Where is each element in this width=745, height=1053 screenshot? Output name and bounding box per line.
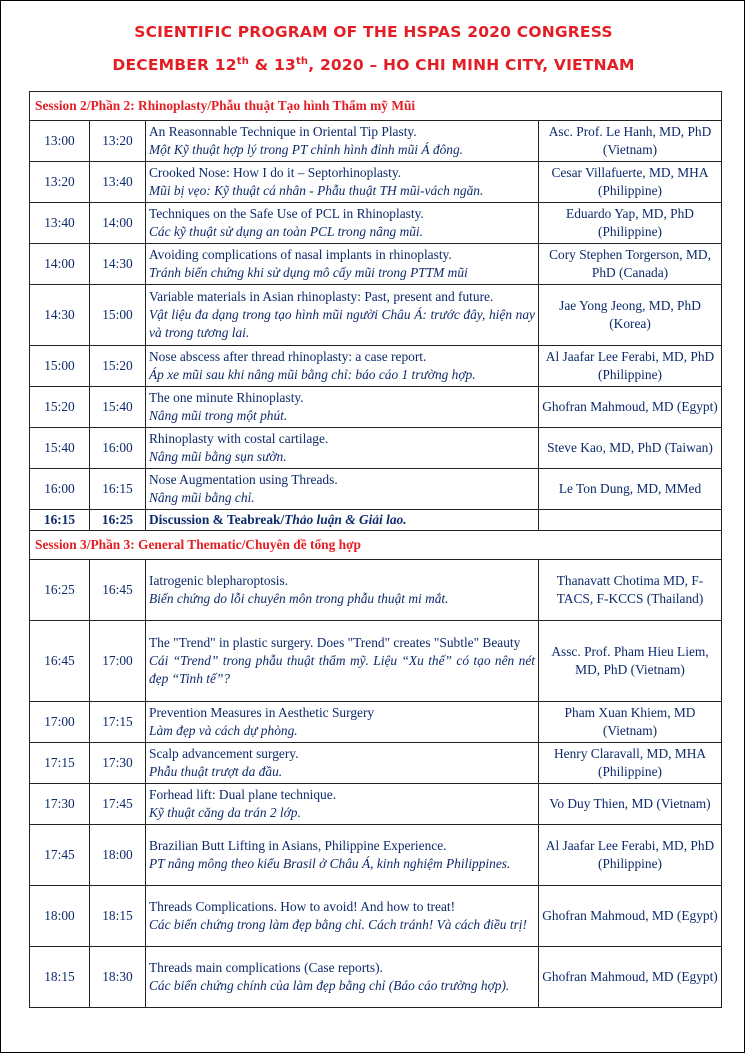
start-time: 13:20 [30, 162, 90, 203]
discussion-en: Discussion & Teabreak/ [149, 512, 285, 527]
program-row [30, 162, 722, 203]
end-time: 17:00 [90, 621, 146, 702]
program-row [30, 203, 722, 244]
talk-title-en: Variable materials in Asian rhinoplasty: Past, present and future. [149, 288, 494, 304]
speaker: Ghofran Mahmoud, MD (Egypt) [539, 947, 722, 1008]
speaker: Eduardo Yap, MD, PhD (Philippine) [539, 203, 722, 244]
end-time: 14:30 [90, 244, 146, 285]
talk-title [146, 285, 539, 346]
talk-title-vi: Áp xe mũi sau khi nâng mũi bằng chỉ: báo cáo 1 trường hợp. [149, 367, 476, 382]
start-time: 14:30 [30, 285, 90, 346]
talk-title [146, 244, 539, 285]
talk-title-vi: Kỹ thuật căng da trán 2 lớp. [149, 805, 301, 821]
session3-header-row [30, 531, 722, 560]
talk-title-en: Rhinoplasty with costal cartilage. [149, 430, 329, 446]
talk-title [146, 121, 539, 162]
talk-title [146, 469, 539, 510]
start-time: 18:15 [30, 947, 90, 1008]
program-row [30, 886, 722, 947]
end-time: 17:45 [90, 784, 146, 825]
talk-title-vi: Biến chứng do lỗi chuyên môn trong phẫu thuật mi mắt. [149, 591, 449, 607]
start-time: 16:25 [30, 560, 90, 621]
start-time: 16:45 [30, 621, 90, 702]
end-time: 18:15 [90, 886, 146, 947]
date-sup-a: th [236, 56, 250, 67]
session2-title: Session 2/Phần 2: Rhinoplasty/Phẫu thuật Tạo hình Thẩm mỹ Mũi [30, 92, 722, 121]
talk-title [146, 560, 539, 621]
start-time: 14:00 [30, 244, 90, 285]
talk-title-en: The one minute Rhinoplasty. [149, 389, 304, 405]
talk-title-vi: Nâng mũi bằng sụn sườn. [149, 449, 287, 464]
talk-title-vi: Các biến chứng chính của làm đẹp bằng chỉ (Báo cáo trường hợp). [149, 978, 510, 994]
talk-title-en: An Reasonnable Technique in Oriental Tip Plasty. [149, 123, 417, 139]
talk-title-vi: Các biến chứng trong làm đẹp bằng chỉ. Cách tránh! Và cách điều trị! [149, 917, 527, 933]
end-time: 15:40 [90, 387, 146, 428]
talk-title [146, 428, 539, 469]
talk-title-en: Techniques on the Safe Use of PCL in Rhinoplasty. [149, 205, 424, 221]
program-row [30, 244, 722, 285]
talk-title-en: Avoiding complications of nasal implants in rhinoplasty. [149, 246, 452, 262]
talk-title-en: Nose abscess after thread rhinoplasty: a case report. [149, 348, 427, 364]
end-time: 17:15 [90, 702, 146, 743]
speaker: Vo Duy Thien, MD (Vietnam) [539, 784, 722, 825]
start-time: 15:40 [30, 428, 90, 469]
talk-title-vi: Mũi bị vẹo: Kỹ thuật cá nhân - Phẫu thuật TH mũi-vách ngăn. [149, 183, 484, 198]
start-time: 17:45 [30, 825, 90, 886]
program-row [30, 428, 722, 469]
talk-title-vi: Làm đẹp và cách dự phòng. [149, 723, 298, 739]
session2-header-row [30, 92, 722, 121]
congress-title: SCIENTIFIC PROGRAM OF THE HSPAS 2020 CONGRESS [134, 23, 613, 41]
end-time: 13:20 [90, 121, 146, 162]
talk-title-vi: Vật liệu đa dạng trong tạo hình mũi người Châu Á: trước đây, hiện nay và trong tương lai. [149, 306, 535, 341]
program-row [30, 702, 722, 743]
end-time: 18:00 [90, 825, 146, 886]
date-part-b: & 13 [249, 56, 296, 75]
speaker: Cory Stephen Torgerson, MD, PhD (Canada) [539, 244, 722, 285]
talk-title-en: Scalp advancement surgery. [149, 746, 299, 761]
speaker: Steve Kao, MD, PhD (Taiwan) [539, 428, 722, 469]
speaker: Pham Xuan Khiem, MD (Vietnam) [539, 702, 722, 743]
start-time: 17:30 [30, 784, 90, 825]
end-time: 18:30 [90, 947, 146, 1008]
speaker: Jae Yong Jeong, MD, PhD (Korea) [539, 285, 722, 346]
talk-title-vi: Nâng mũi bằng chỉ. [149, 490, 255, 505]
talk-title-en: Brazilian Butt Lifting in Asians, Philippine Experience. [149, 838, 447, 853]
speaker: Cesar Villafuerte, MD, MHA (Philippine) [539, 162, 722, 203]
start-time: 13:40 [30, 203, 90, 244]
program-row [30, 121, 722, 162]
talk-title-vi: Một Kỹ thuật hợp lý trong PT chỉnh hình đỉnh mũi Á đông. [149, 142, 464, 157]
start-time: 17:15 [30, 743, 90, 784]
program-table-body [30, 92, 722, 1008]
congress-date-location [1, 56, 745, 74]
program-row [30, 784, 722, 825]
talk-title-vi: PT nâng mông theo kiểu Brasil ở Châu Á, kinh nghiệm Philippines. [149, 856, 511, 872]
talk-title-vi: Cái “Trend” trong phẫu thuật thẩm mỹ. Liệu “Xu thế” có tạo nên nét đẹp “Tinh tế”? [149, 653, 535, 687]
talk-title [146, 743, 539, 784]
date-part-c: , 2020 – HO CHI MINH CITY, VIETNAM [308, 56, 635, 75]
talk-title-en: Prevention Measures in Aesthetic Surgery [149, 705, 375, 720]
program-row [30, 285, 722, 346]
discussion-title [146, 510, 539, 531]
start-time: 13:00 [30, 121, 90, 162]
talk-title [146, 784, 539, 825]
end-time: 14:00 [90, 203, 146, 244]
speaker: Assc. Prof. Pham Hieu Liem, MD, PhD (Vietnam) [539, 621, 722, 702]
speaker: Ghofran Mahmoud, MD (Egypt) [539, 886, 722, 947]
talk-title [146, 947, 539, 1008]
talk-title-vi: Phẫu thuật trượt da đầu. [149, 764, 283, 780]
talk-title-en: Threads main complications (Case reports). [149, 960, 383, 975]
end-time: 15:00 [90, 285, 146, 346]
end-time: 16:00 [90, 428, 146, 469]
program-row [30, 469, 722, 510]
talk-title [146, 387, 539, 428]
speaker: Thanavatt Chotima MD, F-TACS, F-KCCS (Thailand) [539, 560, 722, 621]
date-sup-b: th [295, 56, 309, 67]
program-row [30, 743, 722, 784]
start-time: 15:20 [30, 387, 90, 428]
talk-title-vi: Nâng mũi trong một phút. [149, 408, 288, 423]
talk-title [146, 203, 539, 244]
start-time: 17:00 [30, 702, 90, 743]
talk-title-en: Iatrogenic blepharoptosis. [149, 573, 289, 588]
program-row [30, 621, 722, 702]
end-time: 13:40 [90, 162, 146, 203]
discussion-row [30, 510, 722, 531]
talk-title-vi: Các kỹ thuật sử dụng an toàn PCL trong nâng mũi. [149, 224, 424, 239]
talk-title-vi: Tránh biến chứng khi sử dụng mô cấy mũi trong PTTM mũi [149, 265, 468, 280]
discussion-speaker [539, 510, 722, 531]
talk-title [146, 886, 539, 947]
discussion-vi: Thảo luận & Giải lao. [284, 512, 407, 527]
discussion-start: 16:15 [30, 510, 90, 531]
program-table [29, 91, 722, 1008]
end-time: 16:15 [90, 469, 146, 510]
program-row [30, 346, 722, 387]
discussion-end: 16:25 [90, 510, 146, 531]
speaker: Ghofran Mahmoud, MD (Egypt) [539, 387, 722, 428]
talk-title [146, 346, 539, 387]
date-part-a: DECEMBER 12 [112, 56, 237, 75]
talk-title-en: Crooked Nose: How I do it – Septorhinoplasty. [149, 164, 402, 180]
talk-title-en: Threads Complications. How to avoid! And how to treat! [149, 899, 456, 914]
start-time: 16:00 [30, 469, 90, 510]
speaker: Al Jaafar Lee Ferabi, MD, PhD (Philippine) [539, 825, 722, 886]
talk-title-en: The "Trend" in plastic surgery. Does "Trend" creates "Subtle" Beauty [149, 634, 521, 650]
speaker: Le Ton Dung, MD, MMed [539, 469, 722, 510]
start-time: 18:00 [30, 886, 90, 947]
end-time: 15:20 [90, 346, 146, 387]
start-time: 15:00 [30, 346, 90, 387]
program-row [30, 560, 722, 621]
talk-title [146, 702, 539, 743]
talk-title-en: Forhead lift: Dual plane technique. [149, 787, 337, 802]
talk-title [146, 621, 539, 702]
end-time: 17:30 [90, 743, 146, 784]
speaker: Asc. Prof. Le Hanh, MD, PhD (Vietnam) [539, 121, 722, 162]
talk-title [146, 162, 539, 203]
program-row [30, 387, 722, 428]
program-row [30, 825, 722, 886]
speaker: Henry Claravall, MD, MHA (Philippine) [539, 743, 722, 784]
talk-title [146, 825, 539, 886]
talk-title-en: Nose Augmentation using Threads. [149, 471, 338, 487]
session3-title: Session 3/Phần 3: General Thematic/Chuyên đề tổng hợp [30, 531, 722, 560]
speaker: Al Jaafar Lee Ferabi, MD, PhD (Philippine) [539, 346, 722, 387]
program-row [30, 947, 722, 1008]
end-time: 16:45 [90, 560, 146, 621]
